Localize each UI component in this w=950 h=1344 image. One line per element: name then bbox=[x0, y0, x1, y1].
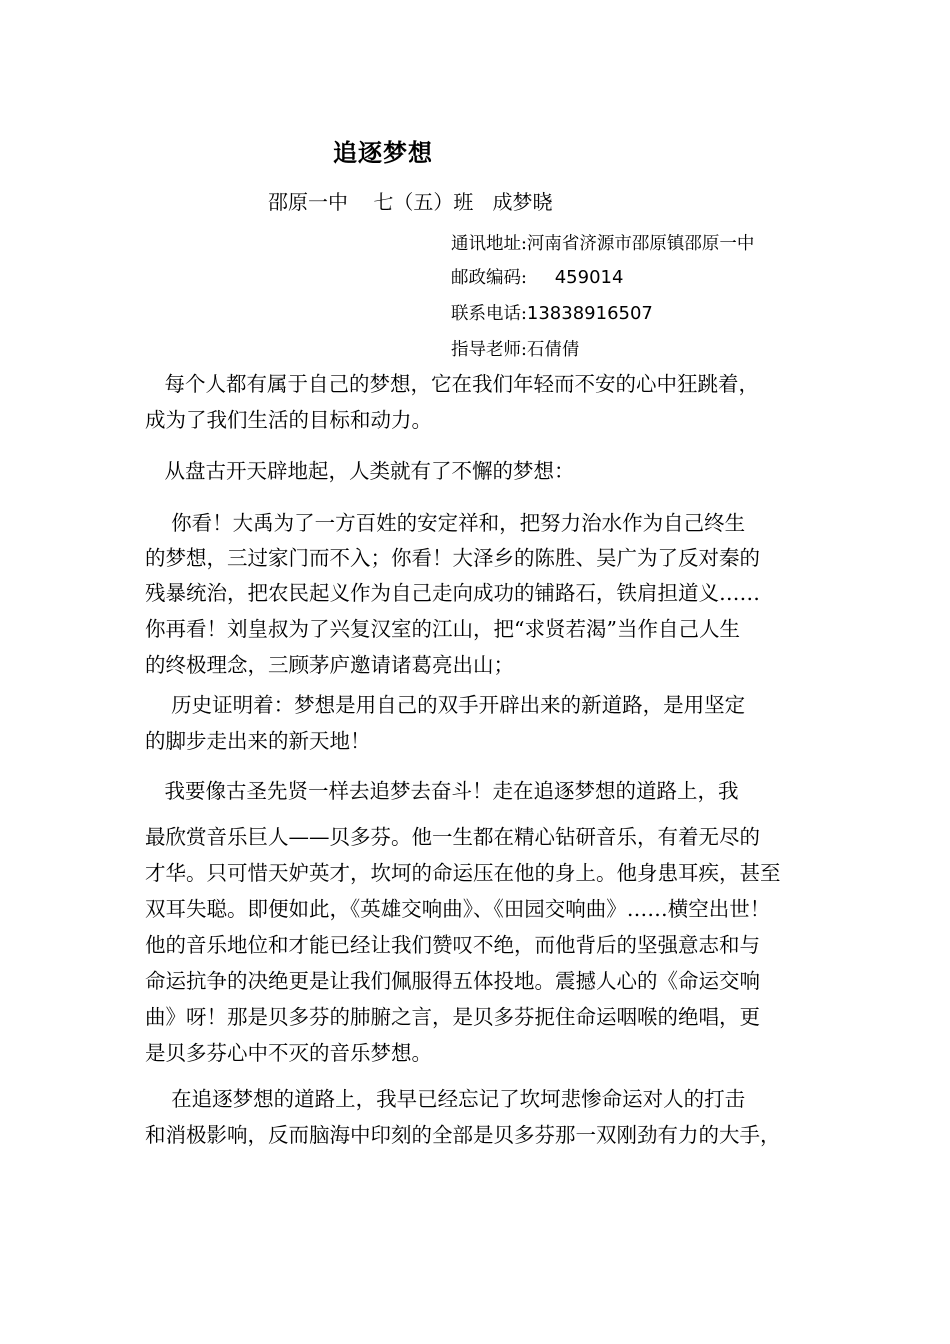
body-line: 历史证明着：梦想是用自己的双手开辟出来的新道路，是用坚定 bbox=[145, 693, 746, 717]
teacher-label: 指导老师: bbox=[451, 340, 527, 360]
body-line: 命运抗争的决绝更是让我们佩服得五体投地。震撼人心的《命运交响 bbox=[145, 969, 760, 993]
address-value: 河南省济源市邵原镇邵原一中 bbox=[526, 234, 755, 254]
body-line: 你看！大禹为了一方百姓的安定祥和，把努力治水作为自己终生 bbox=[145, 511, 746, 535]
body-line: 的脚步走出来的新天地！ bbox=[145, 729, 371, 753]
body-line: 每个人都有属于自己的梦想，它在我们年轻而不安的心中狂跳着， bbox=[145, 372, 760, 396]
postcode-value: 459014 bbox=[554, 267, 624, 288]
body-line: 你再看！刘皇叔为了兴复汉室的江山，把“求贤若渴”当作自己人生 bbox=[145, 617, 740, 641]
author-line: 邵原一中 七（五）班 成梦晓 bbox=[268, 190, 553, 214]
phone-value: 13838916507 bbox=[526, 303, 653, 324]
postcode-label: 邮政编码: bbox=[451, 268, 527, 288]
phone-label: 联系电话: bbox=[451, 304, 527, 324]
body-line: 在追逐梦想的道路上，我早已经忘记了坎坷悲惨命运对人的打击 bbox=[145, 1087, 746, 1111]
body-line: 成为了我们生活的目标和动力。 bbox=[145, 408, 432, 432]
phone-line bbox=[451, 300, 653, 325]
body-line: 双耳失聪。即便如此，《英雄交响曲》、《田园交响曲》……横空出世！ bbox=[145, 897, 771, 921]
body-line: 的终极理念，三顾茅庐邀请诸葛亮出山； bbox=[145, 653, 514, 677]
body-line: 和消极影响，反而脑海中印刻的全部是贝多芬那一双刚劲有力的大手， bbox=[145, 1123, 781, 1147]
body-line: 曲》呀！那是贝多芬的肺腑之言，是贝多芬扼住命运咽喉的绝唱，更 bbox=[145, 1005, 760, 1029]
body-line: 他的音乐地位和才能已经让我们赞叹不绝，而他背后的坚强意志和与 bbox=[145, 933, 760, 957]
body-line: 从盘古开天辟地起，人类就有了不懈的梦想： bbox=[145, 459, 575, 483]
body-line: 才华。只可惜天妒英才，坎坷的命运压在他的身上。他身患耳疾，甚至 bbox=[145, 861, 781, 885]
body-line: 是贝多芬心中不灭的音乐梦想。 bbox=[145, 1041, 432, 1065]
teacher-value: 石倩倩 bbox=[526, 340, 580, 360]
body-line: 最欣赏音乐巨人——贝多芬。他一生都在精心钻研音乐，有着无尽的 bbox=[145, 825, 760, 849]
postcode-line bbox=[451, 264, 623, 289]
body-line: 残暴统治，把农民起义作为自己走向成功的铺路石，铁肩担道义…… bbox=[145, 581, 760, 605]
essay-title: 追逐梦想 bbox=[333, 139, 433, 167]
body-line: 我要像古圣先贤一样去追梦去奋斗！走在追逐梦想的道路上，我 bbox=[145, 779, 739, 803]
teacher-line bbox=[451, 336, 579, 361]
address-line bbox=[451, 230, 754, 255]
address-label: 通讯地址: bbox=[451, 234, 527, 254]
body-line: 的梦想，三过家门而不入；你看！大泽乡的陈胜、吴广为了反对秦的 bbox=[145, 546, 760, 570]
